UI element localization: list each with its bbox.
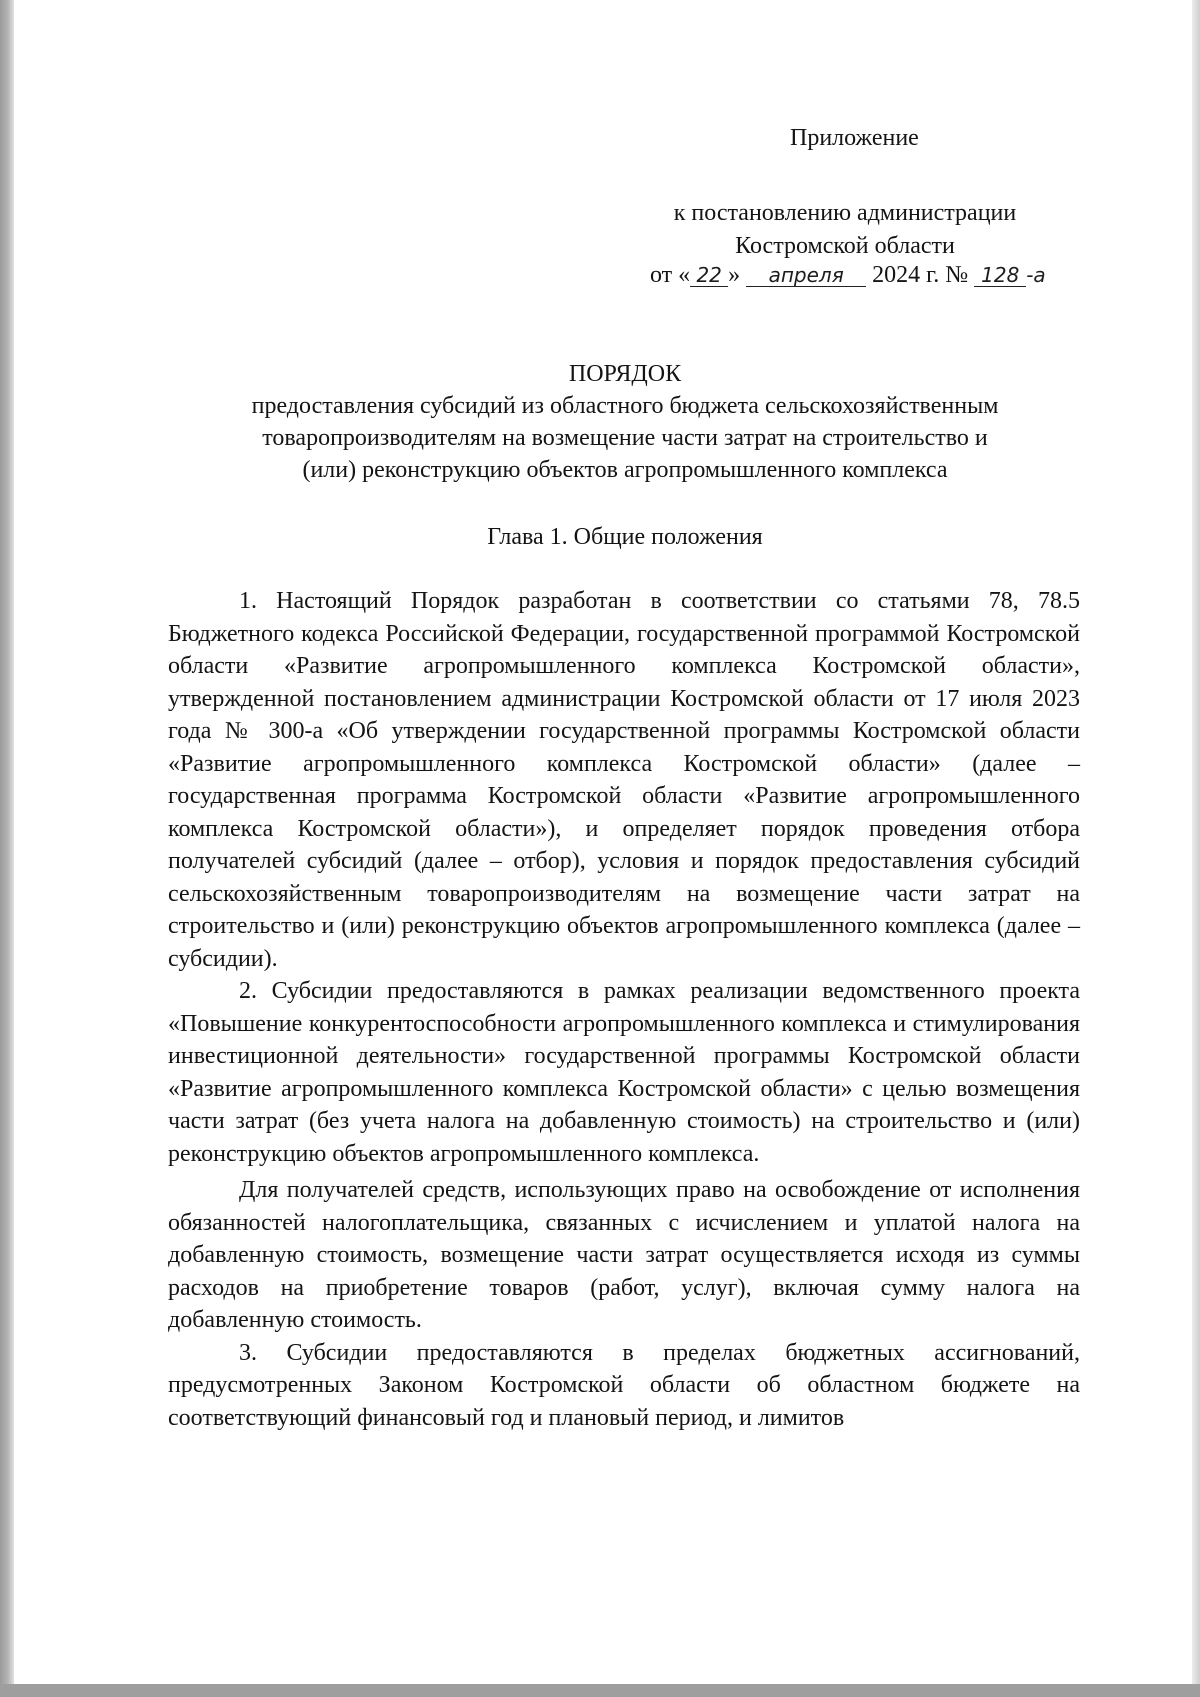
appendix-line-1: к постановлению администрации: [673, 200, 1017, 226]
doc-suffix-handwritten: -а: [1026, 263, 1046, 287]
appendix-line-2: Костромской области: [735, 233, 955, 259]
date-month-handwritten: апреля: [746, 264, 866, 287]
document-title-line-3: (или) реконструкцию объектов агропромышленного комплекса: [302, 457, 948, 483]
date-prefix: от «: [650, 262, 691, 288]
appendix-date-line: [650, 259, 1046, 292]
doc-number-handwritten: 128: [974, 264, 1026, 287]
document-body: [168, 585, 1080, 1434]
paragraph-3: 3. Субсидии предоставляются в пределах бюджетных ассигнований, предусмотренных Законом Костромской области об областном бюджете на соответствующий финансовый год и плановый период, и лимитов: [168, 1339, 1080, 1431]
document-title-block: [150, 358, 1100, 486]
paragraph-2: 2. Субсидии предоставляются в рамках реализации ведомственного проекта «Повышение конкурентоспособности агропромышленного комплекса и стимулирования инвестиционной деятельности» государственной программы Костромской области «Развитие агропромышленного комплекса Костромской области» с целью возмещения части затрат (без учета налога на добавленную стоимость) на строительство и (или) реконструкцию объектов агропромышленного комплекса.: [168, 978, 1080, 1167]
document-heading: ПОРЯДОК: [568, 361, 682, 387]
paragraph-1: 1. Настоящий Порядок разработан в соответствии со статьями 78, 78.5 Бюджетного кодекса Российской Федерации, государственной программой Костромской области «Развитие агропромышленного комплекса Костромской области», утвержденной постановлением администрации Костромской области от 17 июля 2023 года № 300-а «Об утверждении государственной программы Костромской области «Развитие агропромышленного комплекса Костромской области» (далее – государственная программа Костромской области «Развитие агропромышленного комплекса Костромской области»), и определяет порядок проведения отбора получателей субсидий (далее – отбор), условия и порядок предоставления субсидий сельскохозяйственным товаропроизводителям на возмещение части затрат на строительство и (или) реконструкцию объектов агропромышленного комплекса (далее – субсидии).: [168, 588, 1080, 972]
document-title-line-2: товаропроизводителям на возмещение части затрат на строительство и: [262, 425, 988, 451]
date-year: 2024 г. №: [872, 262, 969, 288]
scan-edge-bottom: [0, 1684, 1200, 1697]
document-title-line-1: предоставления субсидий из областного бюджета сельскохозяйственным: [251, 393, 999, 419]
date-day-handwritten: 22: [690, 264, 728, 287]
chapter-heading: Глава 1. Общие положения: [487, 524, 763, 550]
paragraph-2-note: Для получателей средств, использующих право на освобождение от исполнения обязанностей налогоплательщика, связанных с исчислением и уплатой налога на добавленную стоимость, возмещение части затрат осуществляется исходя из суммы расходов на приобретение товаров (работ, услуг), включая сумму налога на добавленную стоимость.: [168, 1177, 1080, 1333]
appendix-title: Приложение: [790, 125, 919, 151]
date-mid: »: [728, 262, 741, 288]
